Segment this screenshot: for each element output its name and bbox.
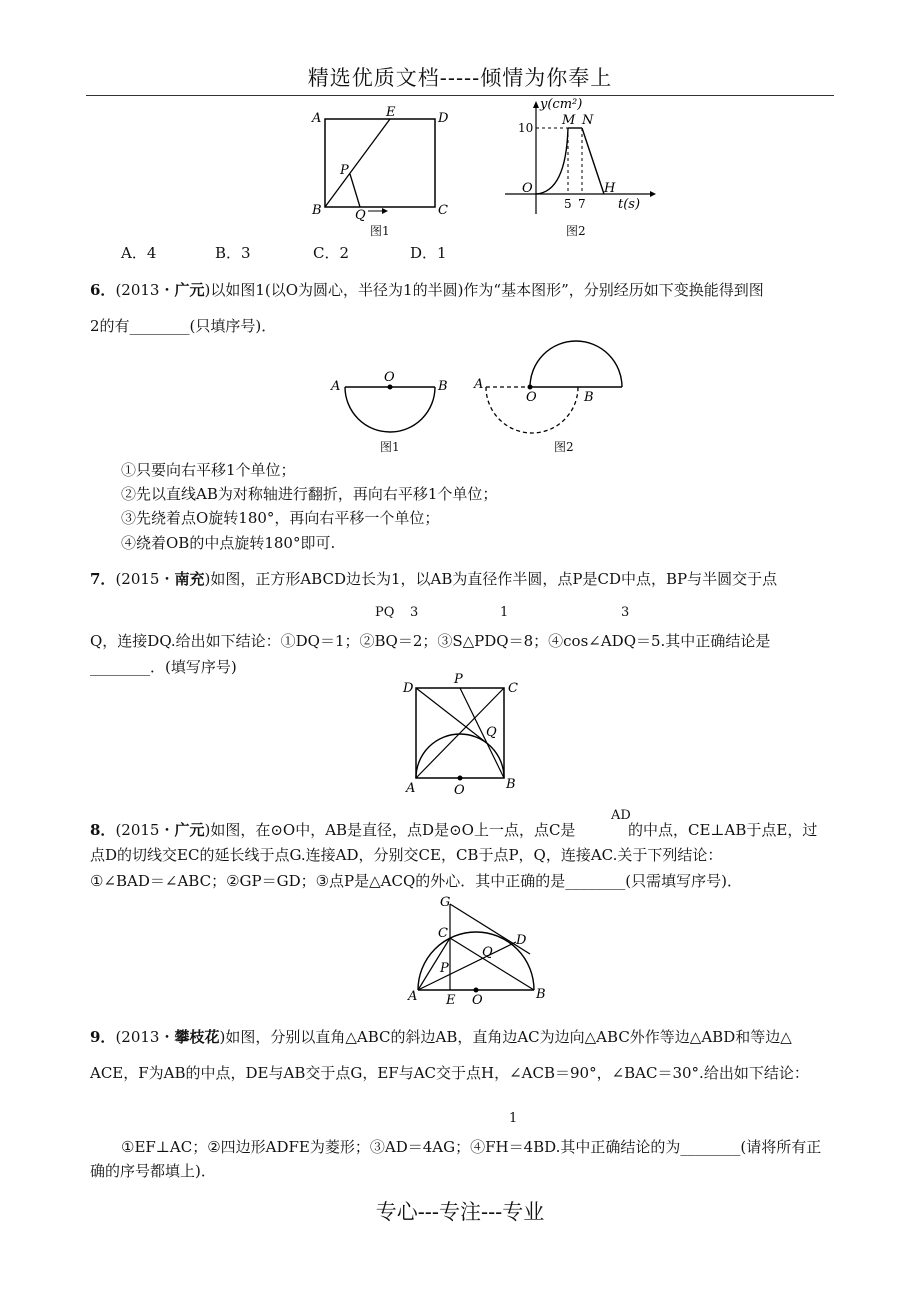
q7-line-1 [90,569,777,589]
q9-line-4: 确的序号都填上)． [90,1162,216,1180]
q8-number: 8． [90,821,116,839]
q7-source-place: 南充 [174,570,205,588]
q8-line-3: ①∠BAD＝∠ABC；②GP＝GD；③点P是△ACQ的外心．其中正确的是________(只需填写序号)． [90,872,742,890]
point-o [474,988,479,993]
label-p: P [440,961,449,976]
y-axis-label: y(cm²) [540,97,583,112]
q7-number: 7． [90,570,116,588]
t-axis-label: t(s) [618,197,641,212]
q7-line-2: Q，连接DQ.给出如下结论：①DQ＝1；②BQ＝2；③S△PDQ＝8；④cos∠ADQ＝5.其中正确结论是 [90,632,771,650]
label-o: O [472,993,483,1004]
center-point-o [388,385,393,390]
label-g: G [440,895,451,910]
q7-frac-numerator-1: 1 [500,605,509,620]
q8-text-1b: 的中点，CE⊥AB于点E，过 [628,821,818,839]
segment-be [325,119,390,207]
q5-figure-2 [500,96,660,220]
label-p: P [340,163,349,178]
q8-line-2: 点D的切线交EC的延长线于点G.连接AD，分别交CE，CB于点P，Q，连接AC.关于下列结论： [90,846,723,864]
q8-source-place: 广元 [174,821,205,839]
q8-line-1 [90,820,575,840]
q6-option-4: ④绕着OB的中点旋转180°即可. [121,534,336,552]
label-o: O [454,783,465,798]
tick-10: 10 [518,121,534,135]
q8-figure [400,892,550,1004]
label-q: Q [482,945,493,960]
label-a: A [331,379,341,394]
q6-source-year: (2013・ [115,281,175,299]
q7-frac-numerator-3a: 3 [410,605,419,620]
tick-5: 5 [564,197,572,211]
label-e: E [446,993,456,1004]
q9-line-1 [90,1027,792,1047]
q5-option-a: A．4 [121,244,157,262]
q5-fig1-caption: 图1 [370,224,390,238]
label-b: B [536,987,546,1002]
label-a: A [408,989,418,1004]
q9-line-2: ACE，F为AB的中点，DE与AB交于点G，EF与AC交于点H，∠ACB＝90°，∠BAC＝30°.给出如下结论： [90,1064,809,1082]
label-c: C [508,681,518,696]
y-axis-arrow-icon [533,101,539,108]
label-a: A [474,377,484,392]
label-d: D [403,681,414,696]
label-d: D [438,111,449,126]
arrow-head-icon [382,208,388,214]
q5-figure-1 [300,104,460,236]
label-q: Q [355,208,366,223]
label-h: H [604,181,616,196]
q7-source-year: (2015・ [115,570,175,588]
q9-source-year: (2013・ [115,1028,175,1046]
q8-arc-label: AD [611,808,631,823]
segment-pq [350,174,360,207]
label-o: O [522,181,533,196]
q8-source-year: (2015・ [115,821,175,839]
page-footer: 专心---专注---专业 [375,1200,545,1224]
label-n: N [582,113,594,128]
segment-pb [460,688,504,778]
q6-source-place: 广元 [174,281,205,299]
q6-figure-2 [470,338,640,438]
page-header: 精选优质文档-----倾情为你奉上 [307,66,613,90]
q7-text-1: )如图，正方形ABCD边长为1，以AB为直径作半圆，点P是CD中点，BP与半圆交于点 [204,570,778,588]
q6-figure-1 [325,365,455,435]
label-d: D [516,933,527,948]
segment-nh [582,128,604,194]
q6-fig2-caption: 图2 [554,440,574,454]
q6-number: 6． [90,281,116,299]
label-c: C [438,926,448,941]
q6-text-1: )以如图1(以O为圆心，半径为1的半圆)作为“基本图形”，分别经历如下变换能得到图 [204,281,764,299]
header-divider [86,95,834,96]
q6-option-1: ①只要向右平移1个单位； [121,461,296,479]
q6-line-2: 2的有________(只填序号)． [90,317,277,335]
label-b: B [506,777,516,792]
point-o [528,385,533,390]
label-p: P [454,672,463,687]
q6-fig1-caption: 图1 [380,440,400,454]
label-o: O [526,390,537,405]
q6-option-2: ②先以直线AB为对称轴进行翻折，再向右平移1个单位； [121,485,498,503]
semicircle [345,387,435,432]
q9-frac-numerator-1: 1 [509,1111,518,1126]
label-a: A [406,781,416,796]
q9-source-place: 攀枝花 [174,1028,220,1046]
t-axis-arrow-icon [650,191,656,197]
label-e: E [386,105,396,120]
label-b: B [584,390,594,405]
solid-semicircle [530,341,622,387]
point-o [458,776,463,781]
label-m: M [562,113,576,128]
q9-number: 9． [90,1028,116,1046]
semicircle [416,734,504,778]
q5-fig2-caption: 图2 [566,224,586,238]
q5-option-d: D．1 [410,244,447,262]
q5-option-c: C．2 [313,244,350,262]
label-o: O [384,370,395,385]
q7-line-3: ________．(填写序号) [90,658,237,676]
q8-text-1: )如图，在⊙O中，AB是直径，点D是⊙O上一点，点C是 [204,821,576,839]
q7-frac-numerator-pq: PQ [375,605,395,620]
label-b: B [312,203,322,218]
label-q: Q [486,725,497,740]
label-b: B [438,379,448,394]
label-c: C [438,203,448,218]
label-a: A [312,111,322,126]
q9-line-3: ①EF⊥AC；②四边形ADFE为菱形；③AD＝4AG；④FH＝4BD.其中正确结论的为________(请将所有正 [121,1138,822,1156]
curve-om [536,128,568,194]
q9-text-1: )如图，分别以直角△ABC的斜边AB，直角边AC为边向△ABC外作等边△ABD和等边△ [219,1028,792,1046]
q5-option-b: B．3 [215,244,251,262]
q7-figure [398,670,526,798]
q6-line-1 [90,280,764,300]
q7-frac-numerator-3b: 3 [621,605,630,620]
tick-7: 7 [578,197,586,211]
q6-option-3: ③先绕着点O旋转180°，再向右平移一个单位； [121,509,440,527]
